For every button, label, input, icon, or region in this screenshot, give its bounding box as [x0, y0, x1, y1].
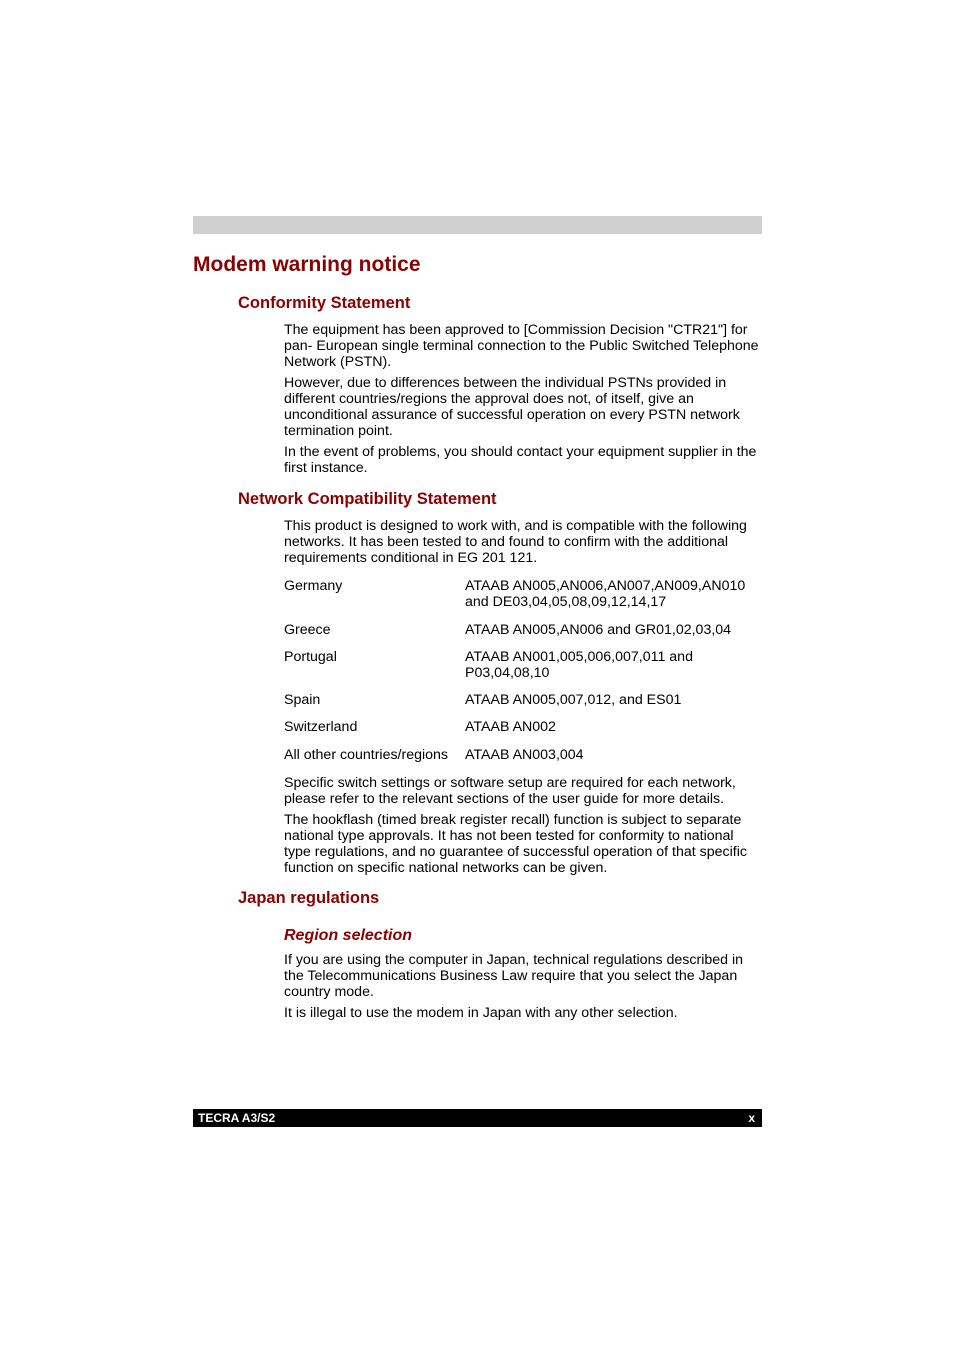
standard-cell: ATAAB AN001,005,006,007,011 and P03,04,08,10	[465, 649, 693, 681]
conformity-paragraph-1: The equipment has been approved to [Commission Decision "CTR21"] for pan- European single terminal connection to the Public Switched Telephone Network (PSTN).	[284, 322, 759, 370]
standard-cell: ATAAB AN005,AN006,AN007,AN009,AN010 and DE03,04,05,08,09,12,14,17	[465, 578, 746, 610]
standard-cell: ATAAB AN005,007,012, and ES01	[465, 692, 682, 708]
conformity-heading: Conformity Statement	[238, 294, 411, 312]
country-cell: Greece	[284, 622, 331, 638]
country-cell: Spain	[284, 692, 321, 708]
country-cell: Germany	[284, 578, 343, 594]
header-rule	[193, 216, 762, 234]
standard-cell: ATAAB AN002	[465, 719, 556, 735]
network-paragraph-hookflash: The hookflash (timed break register recall) function is subject to separate national type approvals. It has not been tested for conformity to national type regulations, and no guarantee of successful operation of that specific function on specific national networks can be given.	[284, 812, 747, 876]
footer-model: TECRA A3/S2	[198, 1111, 276, 1125]
region-selection-heading: Region selection	[284, 927, 413, 944]
conformity-paragraph-3: In the event of problems, you should contact your equipment supplier in the first instance.	[284, 444, 757, 476]
standard-cell: ATAAB AN003,004	[465, 747, 584, 763]
japan-paragraph-1: If you are using the computer in Japan, technical regulations described in the Telecommunications Business Law require that you select the Japan country mode.	[284, 952, 744, 1000]
network-paragraph-switch-settings: Specific switch settings or software setup are required for each network, please refer to the relevant sections of the user guide for more details.	[284, 775, 736, 807]
japan-heading: Japan regulations	[238, 889, 380, 907]
conformity-paragraph-2: However, due to differences between the individual PSTNs provided in different countries/regions the approval does not, of itself, give an unconditional assurance of successful operation on every PSTN network termination point.	[284, 375, 740, 439]
standard-cell: ATAAB AN005,AN006 and GR01,02,03,04	[465, 622, 732, 638]
japan-paragraph-2: It is illegal to use the modem in Japan with any other selection.	[284, 1005, 678, 1021]
page-number: x	[748, 1111, 755, 1125]
country-cell: All other countries/regions	[284, 747, 449, 763]
country-cell: Portugal	[284, 649, 337, 665]
network-heading: Network Compatibility Statement	[238, 490, 497, 508]
page-title: Modem warning notice	[193, 253, 421, 276]
network-intro: This product is designed to work with, and is compatible with the following networks. It has been tested to and found to confirm with the additional requirements conditional in EG 201 121.	[284, 518, 747, 566]
footer-bar	[193, 1109, 762, 1127]
country-cell: Switzerland	[284, 719, 358, 735]
